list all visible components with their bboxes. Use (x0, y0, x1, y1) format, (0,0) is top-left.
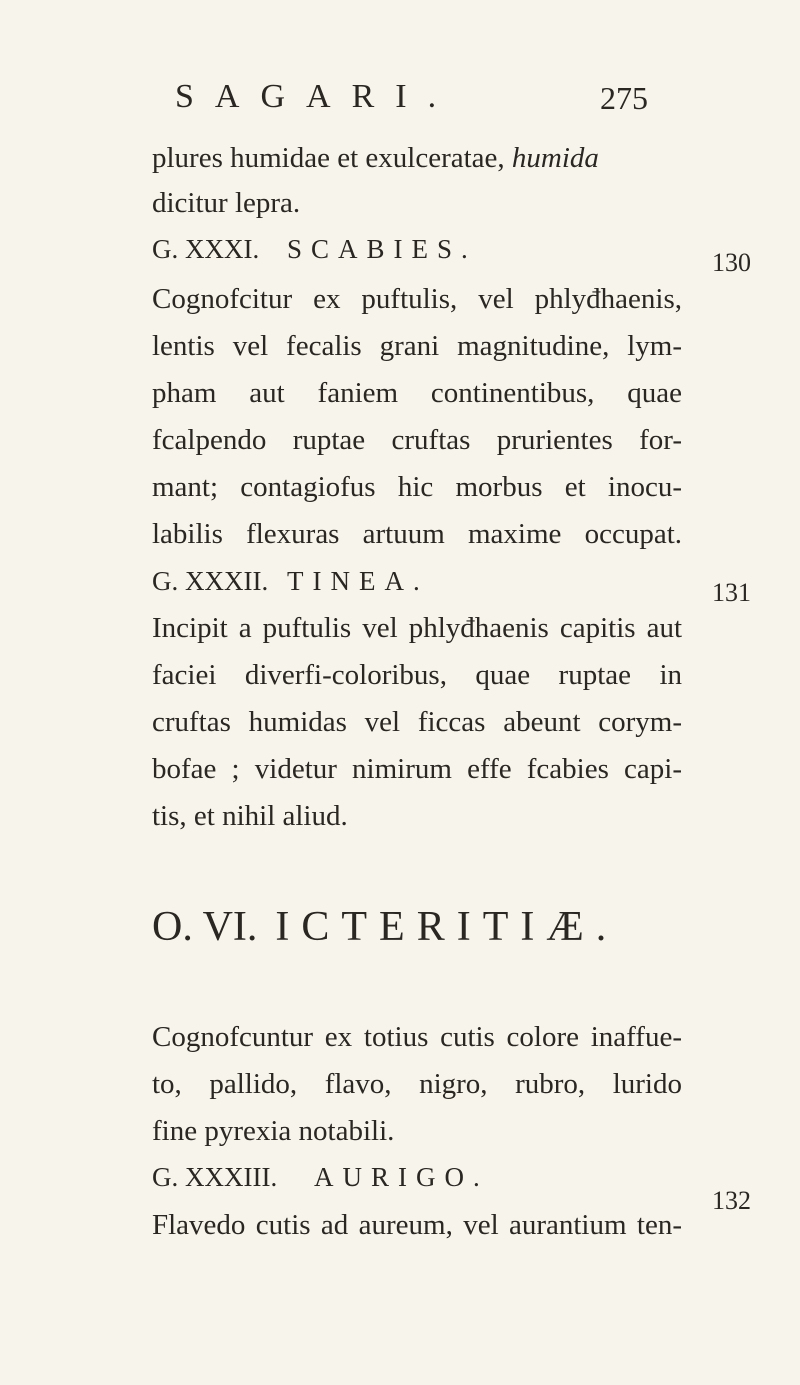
text-line: labilis flexuras artuum maxime occupat. (152, 518, 682, 550)
genus-title: SCABIES. (287, 234, 477, 264)
text-line: faciei diverfi-coloribus, quae ruptae in (152, 659, 682, 691)
genus-code: G. XXXIII. (152, 1162, 278, 1192)
order-heading (152, 903, 618, 951)
text-line: Incipit a puftulis vel phlyđhaenis capitis aut (152, 612, 682, 644)
page-number: 275 (600, 80, 648, 116)
text-line: fcalpendo ruptae cruftas prurientes for- (152, 424, 682, 456)
genus-code: G. XXXII. (152, 566, 269, 596)
genus-heading-tinea (152, 566, 429, 597)
order-code: O. VI. (152, 904, 258, 950)
text-line: lentis vel fecalis grani magnitudine, lym- (152, 330, 682, 362)
text-line: Cognofcuntur ex totius cutis colore inaffue- (152, 1021, 682, 1053)
text-line: bofae ; videtur nimirum effe fcabies capi- (152, 753, 682, 785)
order-title: ICTERITIÆ. (275, 904, 619, 950)
genus-heading-scabies (152, 234, 477, 265)
text-line: fine pyrexia notabili. (152, 1115, 395, 1147)
page-header (175, 78, 695, 124)
running-title: SAGARI. (175, 78, 458, 115)
text-line: mant; contagiofus hic morbus et inocu- (152, 471, 682, 503)
margin-number: 131 (712, 578, 751, 607)
text-line: Cognofcitur ex puftulis, vel phlyđhaenis, (152, 283, 682, 315)
genus-title: TINEA. (287, 566, 429, 596)
text-line: dicitur lepra. (152, 187, 301, 219)
italic-term: humida (511, 142, 599, 174)
margin-number: 130 (712, 248, 751, 277)
genus-title: AURIGO. (314, 1162, 489, 1192)
text-line: pham aut faniem continentibus, quae (152, 377, 682, 409)
margin-number: 132 (712, 1186, 751, 1215)
genus-heading-aurigo (152, 1162, 489, 1193)
text-line: plures humidae et exulceratae, humida (152, 142, 599, 174)
text-line: Flavedo cutis ad aureum, vel aurantium ten- (152, 1209, 682, 1241)
text-line: cruftas humidas vel ficcas abeunt corym- (152, 706, 682, 738)
genus-code: G. XXXI. (152, 234, 260, 264)
text-line: to, pallido, flavo, nigro, rubro, lurido (152, 1068, 682, 1100)
text-line: tis, et nihil aliud. (152, 800, 348, 832)
